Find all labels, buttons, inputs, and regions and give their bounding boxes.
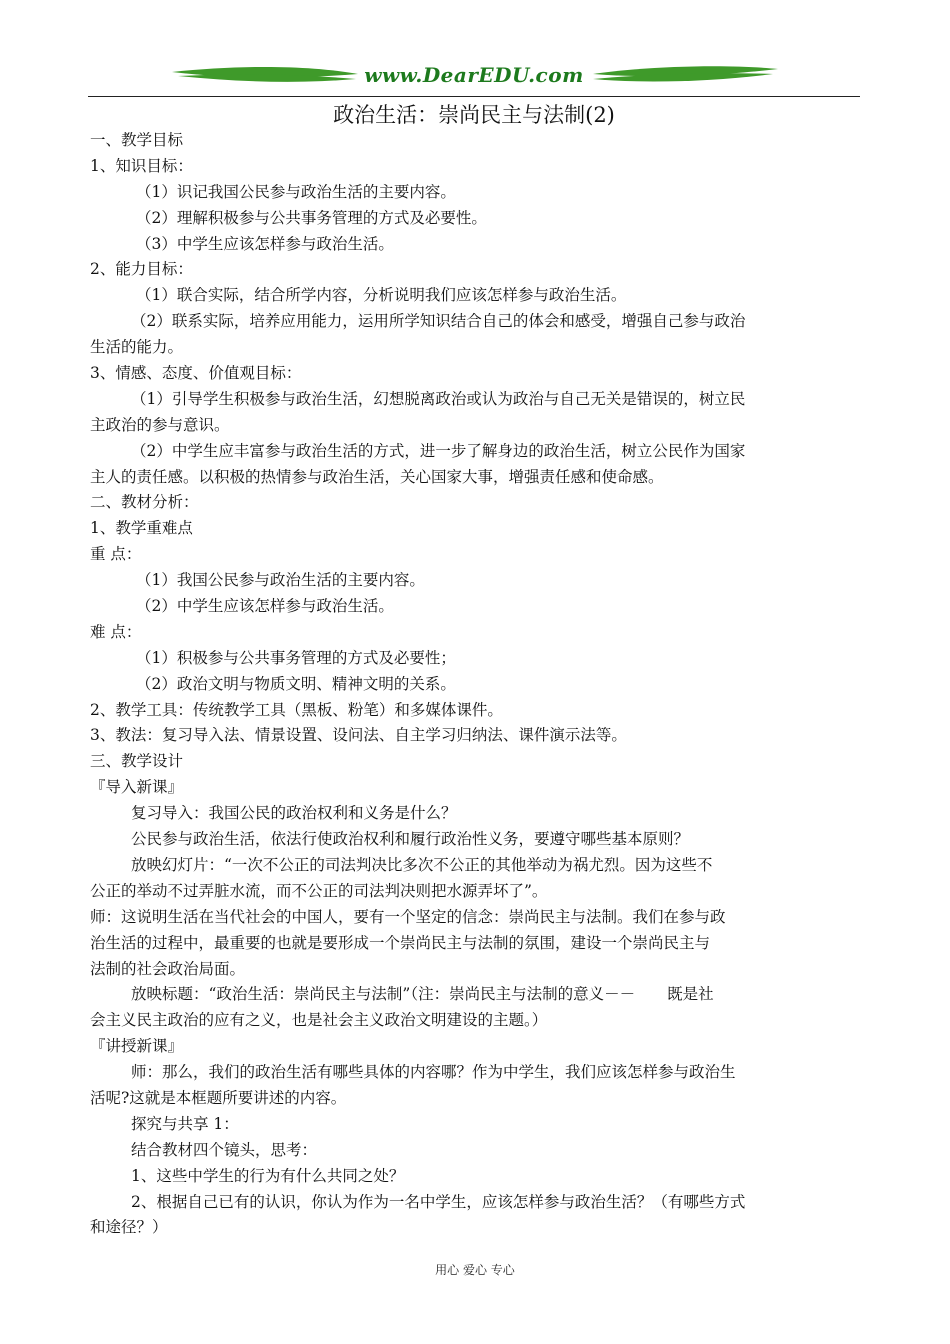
list-item: （2）理解积极参与公共事务管理的方式及必要性。	[136, 208, 487, 227]
paragraph-line: 主政治的参与意识。	[90, 415, 230, 434]
paragraph-line: （2）联系实际，培养应用能力，运用所学知识结合自己的体会和感受，增强自己参与政治	[131, 312, 746, 331]
paragraph-text: 既是社	[667, 985, 714, 1004]
paragraph-line	[90, 982, 860, 1008]
paragraph-line: 主人的责任感。以积极的热情参与政治生活，关心国家大事，增强责任感和使命感。	[90, 467, 664, 486]
list-item: （2）政治文明与物质文明、精神文明的关系。	[136, 674, 456, 693]
subsection-heading: 1、教学重难点	[90, 519, 193, 538]
paragraph-line: 1、这些中学生的行为有什么共同之处？	[131, 1166, 405, 1185]
list-item: （1）识记我国公民参与政治生活的主要内容。	[136, 182, 456, 201]
list-item: （2）中学生应该怎样参与政治生活。	[136, 597, 394, 616]
paragraph-line: 公正的举动不过弄脏水流，而不公正的司法判决则把水源弄坏了”。	[90, 881, 548, 900]
paragraph-line: （2）中学生应丰富参与政治生活的方式，进一步了解身边的政治生活，树立公民作为国家	[131, 441, 746, 460]
site-url: www.DearEDU.com	[364, 63, 584, 87]
paragraph-line: 会主义民主政治的应有之义，也是社会主义政治文明建设的主题。）	[90, 1011, 548, 1030]
label-line: 难 点：	[90, 622, 142, 641]
paragraph-line: 法制的社会政治局面。	[90, 959, 246, 978]
subsection-heading: 1、知识目标：	[90, 156, 193, 175]
label-line: 重 点：	[90, 545, 142, 564]
subsection-heading: 2、教学工具：传统教学工具（黑板、粉笔）和多媒体课件。	[90, 700, 503, 719]
header-banner	[88, 60, 860, 96]
paragraph-line: 治生活的过程中，最重要的也就是要形成一个崇尚民主与法制的氛围，建设一个崇尚民主与	[90, 933, 711, 952]
paragraph-line: 和途径？）	[90, 1218, 168, 1237]
page-title: 政治生活：崇尚民主与法制(2)	[333, 103, 615, 127]
list-item: （1）联合实际，结合所学内容，分析说明我们应该怎样参与政治生活。	[136, 286, 627, 305]
subsection-heading: 3、情感、态度、价值观目标：	[90, 364, 302, 383]
paragraph-line: 师：那么，我们的政治生活有哪些具体的内容哪？作为中学生，我们应该怎样参与政治生	[131, 1063, 736, 1082]
paragraph-line: 公民参与政治生活，依法行使政治权利和履行政治性义务，要遵守哪些基本原则？	[131, 830, 690, 849]
list-item: （1）我国公民参与政治生活的主要内容。	[136, 571, 425, 590]
subsection-heading: 3、教法：复习导入法、情景设置、设问法、自主学习归纳法、课件演示法等。	[90, 726, 627, 745]
header-rule	[88, 96, 860, 97]
paragraph-line: 活呢?这就是本框题所要讲述的内容。	[90, 1088, 347, 1107]
section-heading: 三、教学设计	[90, 752, 184, 771]
paragraph-line: 结合教材四个镜头，思考：	[131, 1140, 318, 1159]
section-heading: 二、教材分析：	[90, 493, 199, 512]
page-footer: 用心 爱心 专心	[435, 1263, 515, 1277]
paragraph-line: （1）引导学生积极参与政治生活，幻想脱离政治或认为政治与自己无关是错误的，树立民	[131, 389, 746, 408]
document-body	[90, 128, 860, 1241]
list-item: （1）积极参与公共事务管理的方式及必要性；	[136, 648, 456, 667]
bracket-heading: 『导入新课』	[90, 778, 184, 797]
paragraph-line: 探究与共享 1：	[131, 1114, 239, 1133]
section-heading: 一、教学目标	[90, 131, 184, 149]
subsection-heading: 2、能力目标：	[90, 260, 193, 279]
paragraph-line: 放映幻灯片：“一次不公正的司法判决比多次不公正的其他举动为祸尤烈。因为这些不	[131, 855, 713, 874]
paragraph-line: 2、根据自己已有的认识，你认为作为一名中学生，应该怎样参与政治生活？（有哪些方式	[131, 1192, 746, 1211]
paragraph-text: 放映标题：“政治生活：崇尚民主与法制”（注：崇尚民主与法制的意义－－	[131, 985, 636, 1004]
list-item: （3）中学生应该怎样参与政治生活。	[136, 234, 394, 253]
paragraph-line: 生活的能力。	[90, 338, 184, 357]
paragraph-line: 师：这说明生活在当代社会的中国人，要有一个坚定的信念：崇尚民主与法制。我们在参与政	[90, 907, 726, 926]
bracket-heading: 『讲授新课』	[90, 1037, 184, 1056]
paragraph-line: 复习导入：我国公民的政治权利和义务是什么？	[131, 804, 457, 823]
